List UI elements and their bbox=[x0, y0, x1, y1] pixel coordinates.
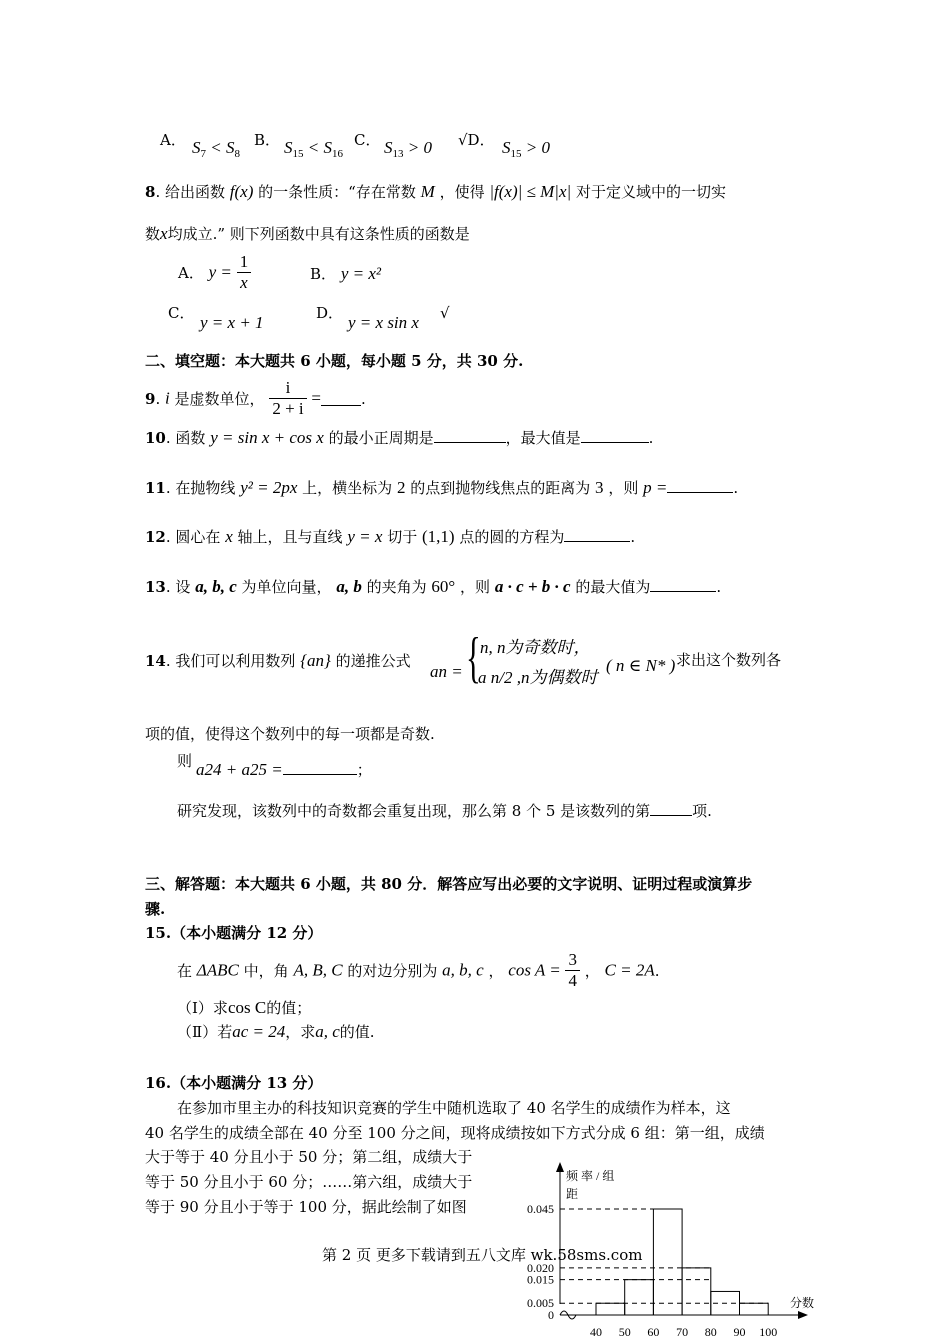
x-tick-label: 60 bbox=[647, 1325, 660, 1339]
q15-text2: 中，角 bbox=[243, 961, 289, 980]
q8-c-label: C． bbox=[168, 304, 195, 322]
y-tick-label: 0.015 bbox=[527, 1272, 554, 1287]
q8-option-c bbox=[168, 304, 194, 322]
q8-a-den: x bbox=[240, 273, 248, 293]
q16-p3: 大于等于 40 分且小于 50 分；第二组，成绩大于 bbox=[145, 1148, 473, 1166]
q13-blank bbox=[650, 577, 716, 592]
q14-case1: n, n为奇数时， bbox=[480, 638, 591, 657]
q16-p2: 40 名学生的成绩全部在 40 分至 100 分之间，现将成绩按如下方式分成 6 组：第一组，成绩 bbox=[145, 1124, 765, 1142]
q14-text1: 我们可以利用数列 bbox=[175, 652, 296, 670]
q8-a-y: y = bbox=[208, 262, 232, 282]
q15-text3: 的对边分别为 bbox=[347, 961, 438, 980]
q7-a-math: $S_7 < S_8$ bbox=[192, 138, 240, 160]
q14-an: an = bbox=[430, 662, 463, 681]
q10-number: 10 bbox=[145, 429, 166, 447]
q8-ineq: |f(x)| ≤ M|x| bbox=[489, 182, 572, 201]
y-tick-label: 0.045 bbox=[527, 1202, 554, 1216]
q8-d-label: D． bbox=[316, 304, 344, 322]
histogram-bar bbox=[596, 1303, 625, 1315]
q11-three: 3 bbox=[595, 478, 604, 497]
q15-angles: A, B, C bbox=[293, 960, 343, 980]
q8-a-fraction bbox=[237, 252, 252, 294]
q13-text4: ，则 bbox=[460, 578, 491, 596]
q15-part2 bbox=[177, 1022, 375, 1042]
q8-line1: 8. 给出函数 f(x) 的一条性质：“存在常数 M ，使得 |f(x)| ≤ M|x| 对于定义域中的一切实 bbox=[145, 182, 726, 201]
q8-option-b bbox=[310, 264, 381, 284]
q11-text1: 在抛物线 bbox=[175, 479, 236, 497]
section3-heading-line1: 三、解答题：本大题共 6 小题，共 80 分．解答应写出必要的文字说明、证明过程或演算步 bbox=[145, 875, 753, 893]
q15-text1: 在 bbox=[177, 961, 193, 980]
q15-part2-pre: （Ⅱ）若 bbox=[177, 1023, 233, 1041]
q13-text1: 设 bbox=[175, 578, 191, 596]
q16-p5: 等于 90 分且小于等于 100 分，据此绘制了如图 bbox=[145, 1198, 467, 1216]
q10-text1: 函数 bbox=[175, 429, 206, 447]
q7-d-label: √D． bbox=[458, 131, 495, 149]
section2-heading: 二、填空题：本大题共 6 小题，每小题 5 分，共 30 分. bbox=[145, 352, 524, 370]
q12-text4: 点的圆的方程为 bbox=[459, 528, 565, 546]
q8-b-math: y = x² bbox=[340, 264, 381, 283]
q14-blank2 bbox=[650, 801, 692, 816]
q14-brace: { bbox=[466, 627, 481, 689]
q13-end: . bbox=[716, 578, 722, 596]
q8-d-mark: √ bbox=[440, 304, 450, 322]
q14-line3 bbox=[177, 752, 192, 770]
y-axis-title-cont: 距 bbox=[566, 1187, 579, 1201]
q15-sides: a, b, c bbox=[442, 960, 484, 980]
x-axis-arrow bbox=[798, 1311, 808, 1319]
q7-c-label: C． bbox=[354, 131, 381, 149]
q14-blank1 bbox=[283, 760, 357, 775]
q7-option-b bbox=[254, 131, 280, 149]
q7-option-a bbox=[160, 131, 186, 149]
q11-text2: 上，横坐标为 bbox=[302, 479, 393, 497]
q14-line1: 14. 我们可以利用数列 {an} 的递推公式 bbox=[145, 651, 411, 670]
q12-point: (1,1) bbox=[421, 527, 455, 546]
histogram-chart bbox=[510, 1154, 830, 1344]
q15-fraction bbox=[565, 950, 580, 992]
q10-end: . bbox=[648, 429, 654, 447]
y-axis-arrow bbox=[556, 1162, 564, 1172]
q14-line4 bbox=[177, 801, 712, 820]
q12-text1: 圆心在 bbox=[175, 528, 221, 546]
q15-comma1: ， bbox=[488, 961, 504, 980]
q7-b-math: $S_{15} < S_{16}$ bbox=[284, 138, 343, 160]
q15-part1-math: cos C bbox=[227, 998, 267, 1017]
q12-text2: 轴上，且与直线 bbox=[237, 528, 343, 546]
q7-a-label: A． bbox=[160, 131, 186, 149]
q13-vecs: a, b, c bbox=[195, 577, 237, 596]
q8-a-label: A． bbox=[178, 263, 204, 282]
q11-line: 11. 在抛物线 y² = 2px 上，横坐标为 2 的点到抛物线焦点的距离为 3 ，则 p = . bbox=[145, 478, 739, 497]
q15-cosA: cos A = bbox=[508, 960, 561, 980]
q8-line2-post: 均成立.” 则下列函数中具有这条性质的函数是 bbox=[167, 225, 470, 243]
q14-number: 14 bbox=[145, 652, 166, 670]
q13-text3: 的夹角为 bbox=[366, 578, 427, 596]
q13-line: 13. 设 a, b, c 为单位向量， a, b 的夹角为 60° ，则 a · c + b · c 的最大值为 . bbox=[145, 577, 722, 596]
q13-angle: 60° bbox=[431, 577, 456, 596]
q8-option-a bbox=[178, 252, 251, 294]
q13-expr: a · c + b · c bbox=[494, 577, 571, 596]
q8-option-d bbox=[316, 304, 343, 322]
q7-option-c bbox=[354, 131, 380, 149]
q9-number: 9 bbox=[145, 389, 156, 408]
q11-text4: ，则 bbox=[608, 479, 639, 497]
q8-line2 bbox=[145, 224, 470, 244]
page-footer: 第 2 页 更多下载请到五八文库 wk.58sms.com bbox=[322, 1246, 643, 1264]
q8-c-math: y = x + 1 bbox=[200, 313, 264, 332]
q10-blank2 bbox=[581, 428, 649, 443]
x-tick-label: 100 bbox=[759, 1325, 778, 1339]
histogram-bar bbox=[682, 1268, 711, 1315]
q8-text2: 的一条性质：“存在常数 bbox=[258, 183, 416, 201]
q15-title: 15.（本小题满分 12 分） bbox=[145, 924, 323, 942]
q8-b-label: B． bbox=[310, 265, 337, 283]
q8-line2-pre: 数 bbox=[145, 225, 161, 243]
x-tick-label: 90 bbox=[733, 1325, 746, 1339]
q15-line1 bbox=[177, 950, 660, 992]
q15-end: . bbox=[654, 961, 660, 980]
q15-part2-vars: a, c bbox=[315, 1022, 340, 1041]
q14-sum: a24 + a25 = bbox=[196, 760, 283, 779]
q9-eq: = bbox=[311, 388, 321, 408]
q7-option-d bbox=[458, 131, 495, 149]
q16-title: 16.（本小题满分 13 分） bbox=[145, 1074, 323, 1092]
q13-text5: 的最大值为 bbox=[575, 578, 651, 596]
q15-part2-mid: ，求 bbox=[285, 1023, 316, 1041]
q14-sum-line bbox=[196, 760, 372, 780]
q8-text3: ，使得 bbox=[439, 183, 485, 201]
q11-end: . bbox=[733, 479, 739, 497]
q11-math: y² = 2px bbox=[240, 478, 298, 497]
q10-blank1 bbox=[434, 428, 506, 443]
q12-text3: 切于 bbox=[387, 528, 418, 546]
q8-number: 8 bbox=[145, 183, 156, 201]
q8-x: x bbox=[160, 224, 168, 243]
q7-b-label: B． bbox=[254, 131, 281, 149]
histogram-bar bbox=[625, 1280, 654, 1315]
q16-p4: 等于 50 分且小于 60 分；……第六组，成绩大于 bbox=[145, 1173, 473, 1191]
q9-i: i bbox=[165, 388, 170, 408]
q9-line: 9. i 是虚数单位， $\frac{i}{2 + i}$ = . bbox=[145, 378, 366, 419]
q16-p1: 在参加市里主办的科技知识竞赛的学生中随机选取了 40 名学生的成绩作为样本，这 bbox=[177, 1099, 731, 1117]
y-tick-label: 0.020 bbox=[527, 1260, 554, 1275]
y-tick-label: 0 bbox=[548, 1308, 554, 1322]
q15-c2a: C = 2A bbox=[604, 960, 655, 980]
q7-c-math: $S_{13} > 0$ bbox=[384, 138, 432, 160]
section3-heading-line2: 骤. bbox=[145, 900, 166, 918]
q12-x: x bbox=[225, 527, 233, 546]
q15-num: 3 bbox=[565, 950, 580, 971]
x-tick-label: 50 bbox=[618, 1325, 631, 1339]
y-tick-label: 0.005 bbox=[527, 1296, 554, 1311]
x-tick-label: 40 bbox=[590, 1325, 602, 1339]
q10-line: 10. 函数 y = sin x + cos x 的最小正周期是 ，最大值是 . bbox=[145, 428, 654, 447]
q14-text2: 的递推公式 bbox=[335, 652, 411, 670]
q15-part1-pre: （Ⅰ）求 bbox=[177, 999, 228, 1017]
q11-blank bbox=[667, 478, 733, 493]
q13-number: 13 bbox=[145, 578, 166, 596]
x-tick-label: 80 bbox=[704, 1325, 717, 1339]
q8-fx: f(x) bbox=[229, 182, 254, 201]
q8-text1: 给出函数 bbox=[164, 183, 225, 201]
q11-number: 11 bbox=[145, 479, 166, 497]
q12-end: . bbox=[630, 528, 636, 546]
q13-text2: 为单位向量， bbox=[241, 578, 332, 596]
q14-semi: ； bbox=[356, 761, 372, 779]
q8-M: M bbox=[420, 182, 435, 201]
q15-part2-post: 的值. bbox=[339, 1023, 375, 1041]
q14-line4-end: 项. bbox=[692, 802, 712, 820]
q14-ze: 则 bbox=[177, 752, 193, 770]
histogram-bar bbox=[740, 1303, 769, 1315]
q15-part2-math: ac = 24 bbox=[232, 1022, 286, 1041]
q8-d-math: y = x sin x bbox=[348, 313, 419, 332]
q7-d-math: $S_{15} > 0$ bbox=[502, 138, 550, 160]
q10-text2: 的最小正周期是 bbox=[328, 429, 434, 447]
q12-line-eq: y = x bbox=[347, 527, 383, 546]
q9-end: . bbox=[361, 389, 366, 408]
y-axis-title: 频 率 / 组 bbox=[566, 1169, 615, 1183]
q11-p: p = bbox=[643, 478, 668, 497]
q12-blank bbox=[564, 527, 630, 542]
q10-text3: ，最大值是 bbox=[505, 429, 581, 447]
q15-part1-post: 的值； bbox=[266, 999, 312, 1017]
q11-two: 2 bbox=[396, 478, 406, 497]
q15-part1 bbox=[177, 998, 311, 1018]
q11-text3: 的点到抛物线焦点的距离为 bbox=[410, 479, 591, 497]
q14-text3: 求出这个数列各 bbox=[676, 651, 782, 669]
q9-den: 2 + i bbox=[272, 399, 304, 419]
q15-den: 4 bbox=[568, 971, 577, 991]
x-tick-label: 70 bbox=[676, 1325, 689, 1339]
q8-a-num: 1 bbox=[237, 252, 252, 273]
q14-cond: ( n ∈ N* ) bbox=[606, 656, 676, 675]
q9-fraction bbox=[269, 378, 306, 420]
q15-tri: ΔABC bbox=[196, 960, 239, 980]
q14-case2: a n/2 ,n为偶数时 bbox=[478, 668, 598, 687]
q9-num: i bbox=[269, 378, 306, 399]
q14-line4-text: 研究发现，该数列中的奇数都会重复出现，那么第 8 个 5 是该数列的第 bbox=[177, 802, 651, 820]
q12-number: 12 bbox=[145, 528, 166, 546]
q9-text: 是虚数单位， bbox=[174, 389, 265, 408]
histogram-bar bbox=[653, 1209, 682, 1315]
q13-ab: a, b bbox=[336, 577, 362, 596]
q14-line2: 项的值，使得这个数列中的每一项都是奇数. bbox=[145, 725, 435, 743]
q15-comma2: ， bbox=[584, 961, 600, 980]
x-axis-title: 分数 bbox=[790, 1296, 815, 1310]
q8-text4: 对于定义域中的一切实 bbox=[575, 183, 726, 201]
q10-math: y = sin x + cos x bbox=[210, 428, 324, 447]
q9-blank bbox=[321, 391, 361, 406]
q14-seq: {an} bbox=[300, 651, 331, 670]
q12-line: 12. 圆心在 x 轴上，且与直线 y = x 切于 (1,1) 点的圆的方程为 . bbox=[145, 527, 636, 546]
